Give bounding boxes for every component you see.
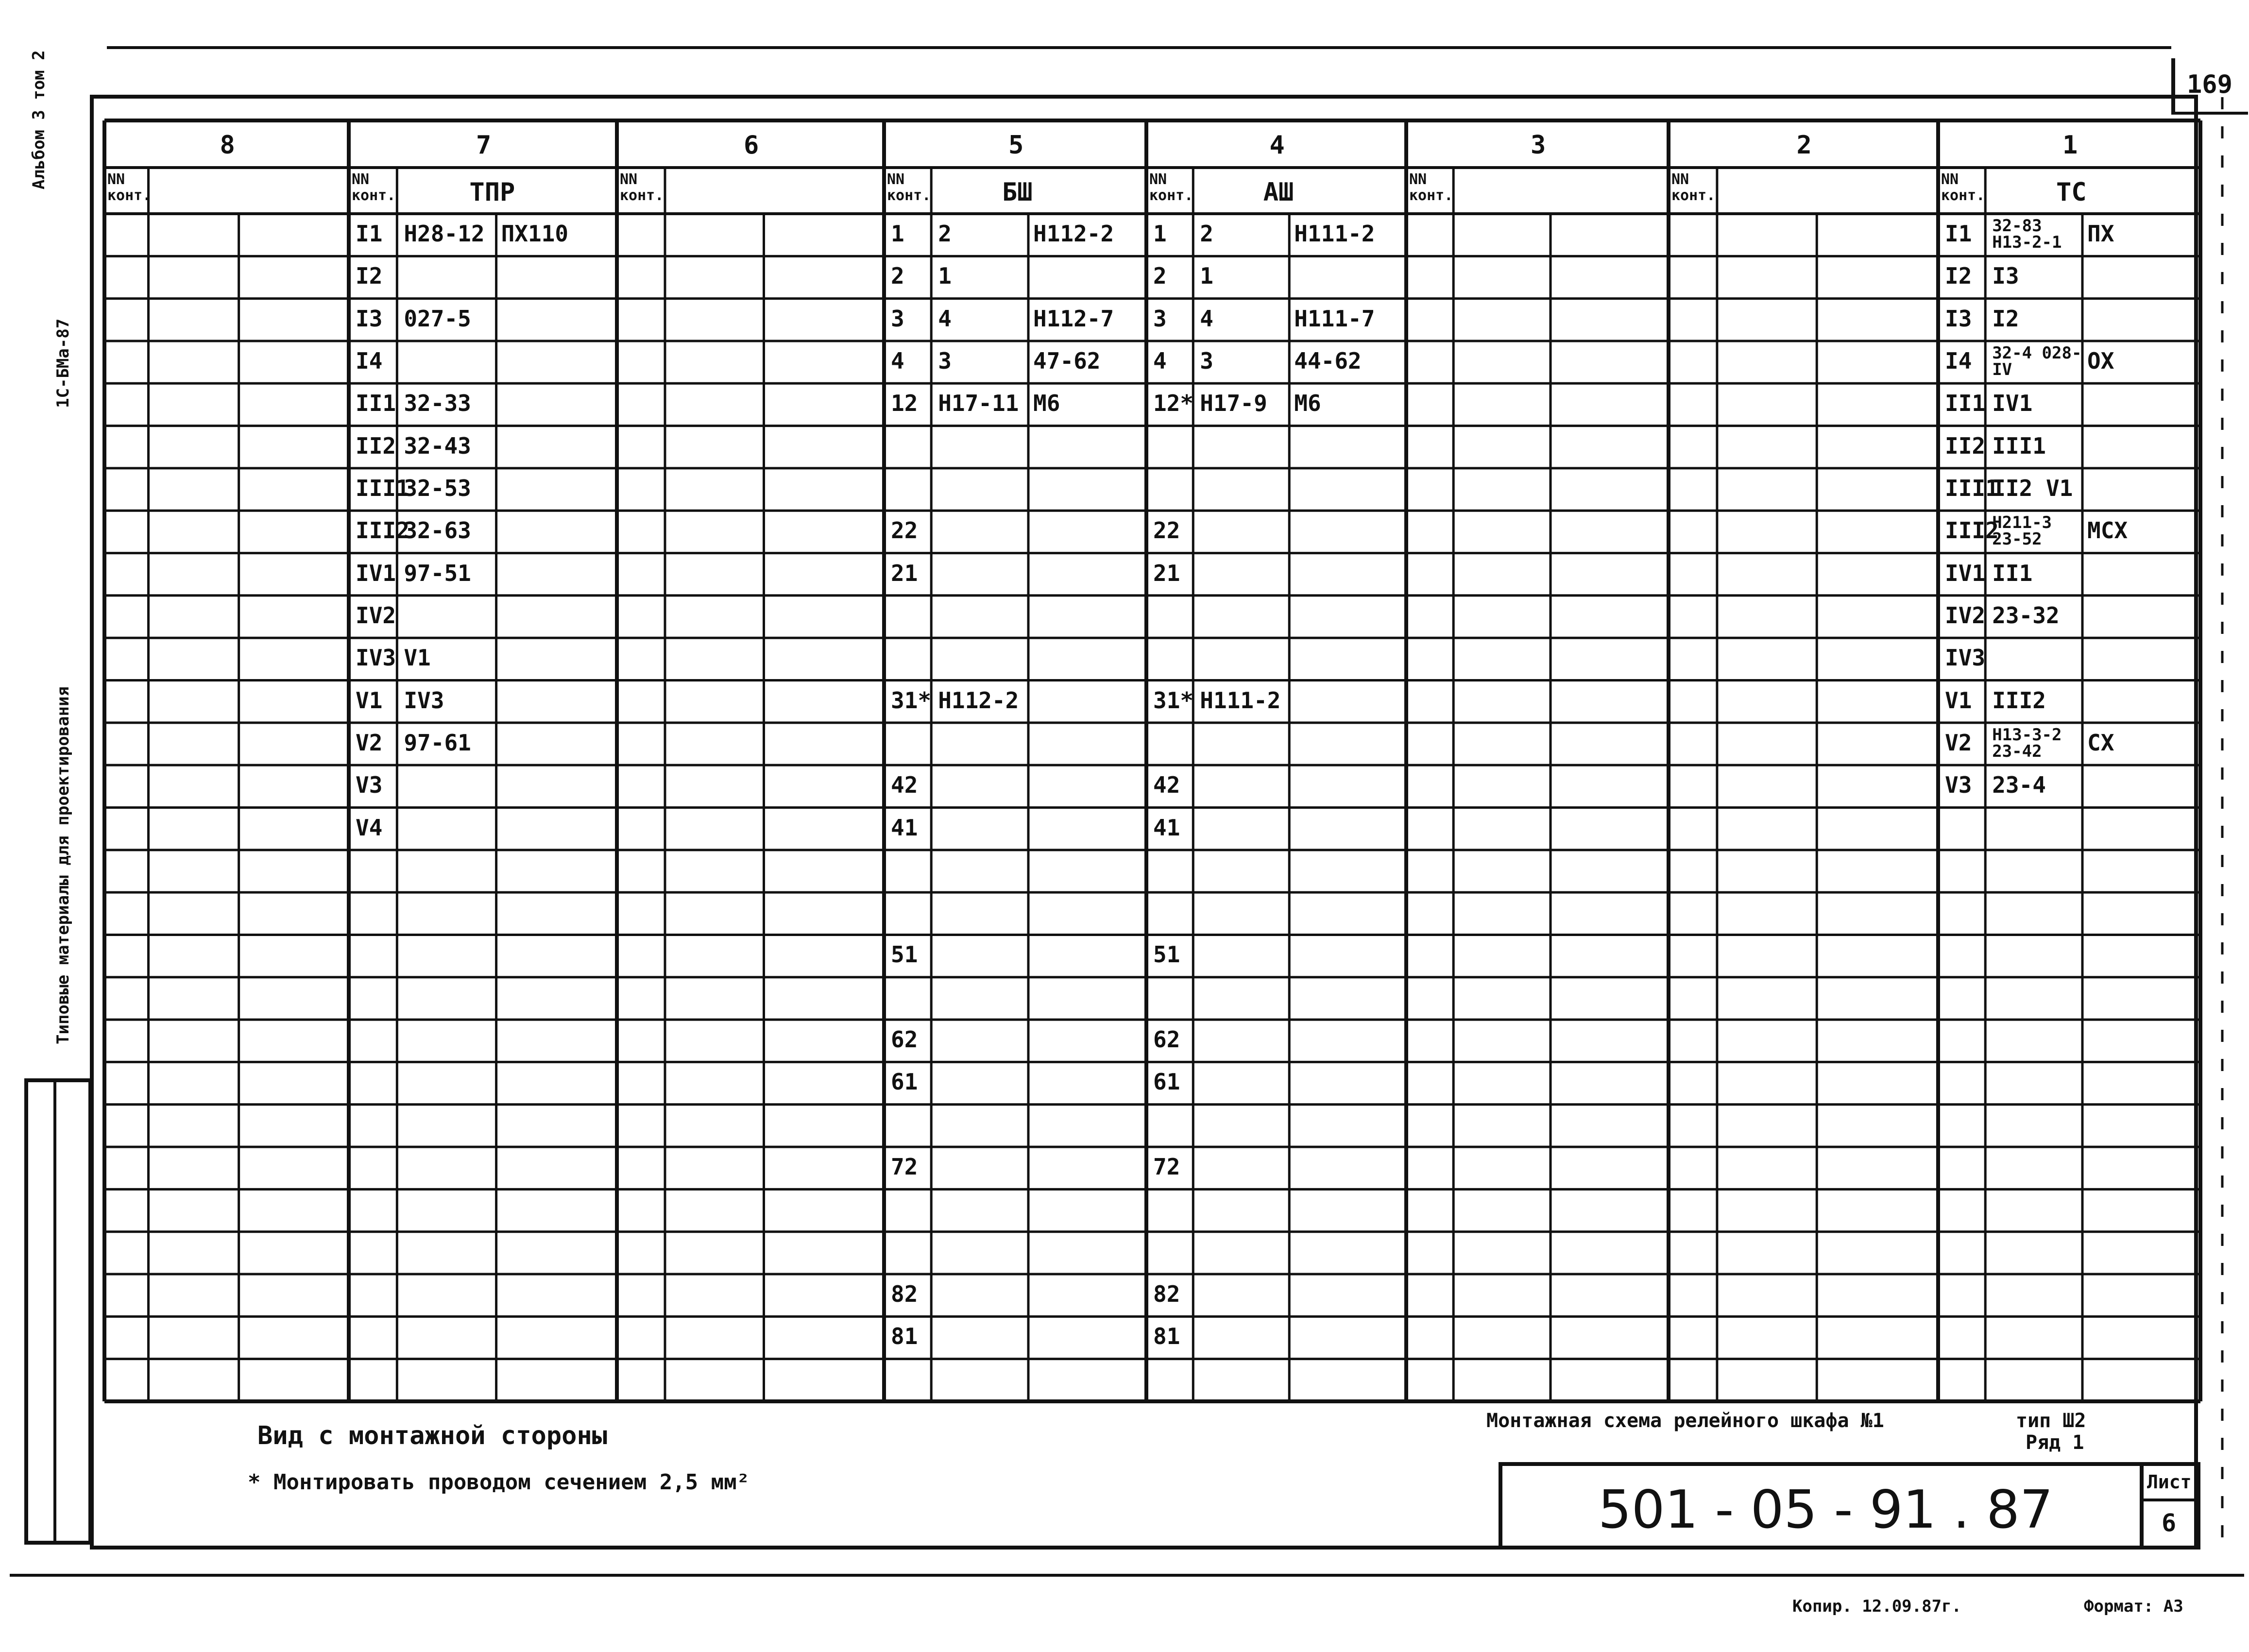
contact-value: Н17-11 (938, 390, 1019, 417)
contact-number: V1 (1945, 687, 1972, 714)
panel-number: 5 (1008, 131, 1024, 160)
contact-value: Н111-2 (1200, 687, 1281, 714)
contact-value: ПХ110 (501, 221, 569, 247)
contact-value: I2 (1992, 305, 2019, 332)
contact-value: 32-33 (404, 390, 471, 417)
contact-number: V3 (1945, 772, 1972, 799)
contact-value: IV1 (1992, 390, 2033, 417)
contact-value: 32-43 (404, 432, 471, 459)
contact-number: 72 (1153, 1154, 1180, 1180)
contact-value: 027-5 (404, 305, 471, 332)
contact-number: 4 (1153, 347, 1167, 374)
contact-value: 4 (1200, 305, 1213, 332)
sheet-number: 6 (2162, 1509, 2177, 1537)
contact-number: II2 (356, 432, 396, 459)
title-caption: Монтажная схема релейного шкафа №1 (1486, 1410, 1884, 1432)
sheet-box-divider (2140, 1499, 2198, 1501)
contact-number: 12 (891, 390, 918, 417)
contact-number: 31* (1153, 687, 1194, 714)
contact-number: II1 (356, 390, 396, 417)
panel-number: 3 (1531, 131, 1546, 160)
contact-number: 51 (891, 941, 918, 968)
contact-number: I1 (356, 221, 383, 247)
contact-number: 51 (1153, 941, 1180, 968)
view-note: Вид с монтажной стороны (257, 1421, 608, 1450)
contact-number: 42 (891, 772, 918, 799)
bottom-rule (10, 1574, 2244, 1577)
contact-number: IV1 (356, 560, 396, 586)
side-note: Альбом 3 том 2 (29, 50, 49, 189)
contact-value: Н111-7 (1294, 305, 1375, 332)
contact-header: NN конт. (887, 171, 931, 204)
contact-number: 22 (891, 517, 918, 544)
title-code: 501 - 05 - 91 . 87 (1598, 1480, 2053, 1540)
contact-number: 72 (891, 1154, 918, 1180)
contact-number: 31* (891, 687, 932, 714)
contact-value: СХ (2087, 729, 2114, 756)
side-title: Типовые материалы для проектирования (53, 686, 73, 1044)
contact-number: 12* (1153, 390, 1194, 417)
contact-number: 41 (1153, 814, 1180, 841)
contact-number: 2 (1153, 263, 1167, 290)
contact-value: 1 (1200, 263, 1213, 290)
contact-value: 32-53 (404, 475, 471, 501)
title-row: Ряд 1 (2026, 1431, 2084, 1454)
panel-number: 2 (1796, 131, 1812, 160)
contact-header: NN конт. (1941, 171, 1985, 204)
contact-number: III2 (356, 517, 409, 544)
contact-value: 97-61 (404, 729, 471, 756)
contact-header: NN конт. (1149, 171, 1193, 204)
contact-number: 62 (1153, 1026, 1180, 1053)
panel-number: 7 (476, 131, 492, 160)
contact-number: V2 (356, 729, 383, 756)
wire-note: * Монтировать проводом сечением 2,5 мм² (248, 1470, 750, 1495)
contact-number: II1 (1945, 390, 1986, 417)
panel-title: БШ (1002, 178, 1033, 207)
contact-number: 82 (1153, 1281, 1180, 1308)
contact-value: III2 (1992, 687, 2046, 714)
contact-number: 22 (1153, 517, 1180, 544)
contact-value: Н13-3-2 23-42 (1992, 725, 2062, 761)
contact-value: ОХ (2087, 347, 2114, 374)
contact-header: NN конт. (620, 171, 664, 204)
contact-number: 61 (891, 1069, 918, 1095)
contact-value: 47-62 (1033, 347, 1101, 374)
contact-value: I3 (1992, 263, 2019, 290)
contact-number: V3 (356, 772, 383, 799)
contact-value: 32-63 (404, 517, 471, 544)
contact-header: NN конт. (1409, 171, 1453, 204)
contact-value: МСХ (2087, 517, 2128, 544)
contact-number: IV3 (356, 645, 396, 671)
contact-number: III1 (356, 475, 409, 501)
contact-value: 3 (938, 347, 952, 374)
contact-number: III2 (1945, 517, 1999, 544)
contact-value: V1 (404, 645, 431, 671)
contact-value: 32-4 028-IV (1992, 343, 2082, 379)
contact-value: II1 (1992, 560, 2033, 586)
contact-number: V2 (1945, 729, 1972, 756)
contact-value: Н28-12 (404, 221, 485, 247)
sheet-box (2140, 1462, 2144, 1550)
contact-number: 1 (891, 221, 904, 247)
contact-value: IV3 (404, 687, 444, 714)
contact-number: IV3 (1945, 645, 1986, 671)
contact-number: 62 (891, 1026, 918, 1053)
contact-number: 4 (891, 347, 904, 374)
contact-number: I4 (356, 347, 383, 374)
contact-header: NN конт. (1671, 171, 1716, 204)
contact-value: Н112-2 (938, 687, 1019, 714)
contact-value: 44-62 (1294, 347, 1362, 374)
panel-title: ТС (2056, 178, 2087, 207)
panel-title: АШ (1263, 178, 1294, 207)
contact-value: 97-51 (404, 560, 471, 586)
panel-number: 6 (744, 131, 759, 160)
contact-number: III1 (1945, 475, 1999, 501)
contact-number: 41 (891, 814, 918, 841)
contact-value: Н112-2 (1033, 221, 1114, 247)
contact-value: 32-83 Н13-2-1 (1992, 216, 2062, 252)
contact-value: Н211-3 23-52 (1992, 513, 2052, 549)
contact-number: IV1 (1945, 560, 1986, 586)
contact-value: 2 (1200, 221, 1213, 247)
panel-number: 1 (2062, 131, 2078, 160)
contact-number: 21 (1153, 560, 1180, 586)
contact-number: I1 (1945, 221, 1972, 247)
title-type: тип Ш2 (2016, 1410, 2086, 1432)
contact-number: I4 (1945, 347, 1972, 374)
sheet-label: Лист (2147, 1471, 2192, 1493)
contact-header: NN конт. (107, 171, 152, 204)
contact-value: 23-32 (1992, 602, 2060, 629)
contact-number: I3 (356, 305, 383, 332)
panel-number: 4 (1269, 131, 1285, 160)
contact-value: III1 (1992, 432, 2046, 459)
page-number: 169 (2187, 70, 2232, 99)
side-code: 1С-БМа-87 (53, 318, 73, 408)
panel-title: ТПР (469, 178, 515, 207)
contact-value: ПХ (2087, 221, 2114, 247)
contact-value: 3 (1200, 347, 1213, 374)
contact-number: II2 (1945, 432, 1986, 459)
contact-number: 61 (1153, 1069, 1180, 1095)
contact-number: 81 (1153, 1323, 1180, 1350)
contact-number: V1 (356, 687, 383, 714)
contact-value: М6 (1033, 390, 1060, 417)
contact-number: 82 (891, 1281, 918, 1308)
contact-number: I2 (356, 263, 383, 290)
contact-number: 81 (891, 1323, 918, 1350)
contact-number: I2 (1945, 263, 1972, 290)
contact-value: 4 (938, 305, 952, 332)
contact-value: 1 (938, 263, 952, 290)
panel-number: 8 (220, 131, 235, 160)
contact-number: V4 (356, 814, 383, 841)
contact-value: М6 (1294, 390, 1321, 417)
contact-value: 2 (938, 221, 952, 247)
contact-value: Н112-7 (1033, 305, 1114, 332)
contact-number: 3 (891, 305, 904, 332)
contact-number: 21 (891, 560, 918, 586)
footer-format: Формат: А3 (2084, 1597, 2183, 1616)
contact-value: II2 V1 (1992, 475, 2073, 501)
contact-number: IV2 (356, 602, 396, 629)
contact-number: 2 (891, 263, 904, 290)
contact-value: 23-4 (1992, 772, 2046, 799)
contact-header: NN конт. (352, 171, 396, 204)
contact-number: IV2 (1945, 602, 1986, 629)
contact-value: Н17-9 (1200, 390, 1267, 417)
footer-copy: Копир. 12.09.87г. (1792, 1597, 1961, 1616)
contact-value: Н111-2 (1294, 221, 1375, 247)
contact-number: 42 (1153, 772, 1180, 799)
contact-number: I3 (1945, 305, 1972, 332)
contact-number: 3 (1153, 305, 1167, 332)
contact-number: 1 (1153, 221, 1167, 247)
